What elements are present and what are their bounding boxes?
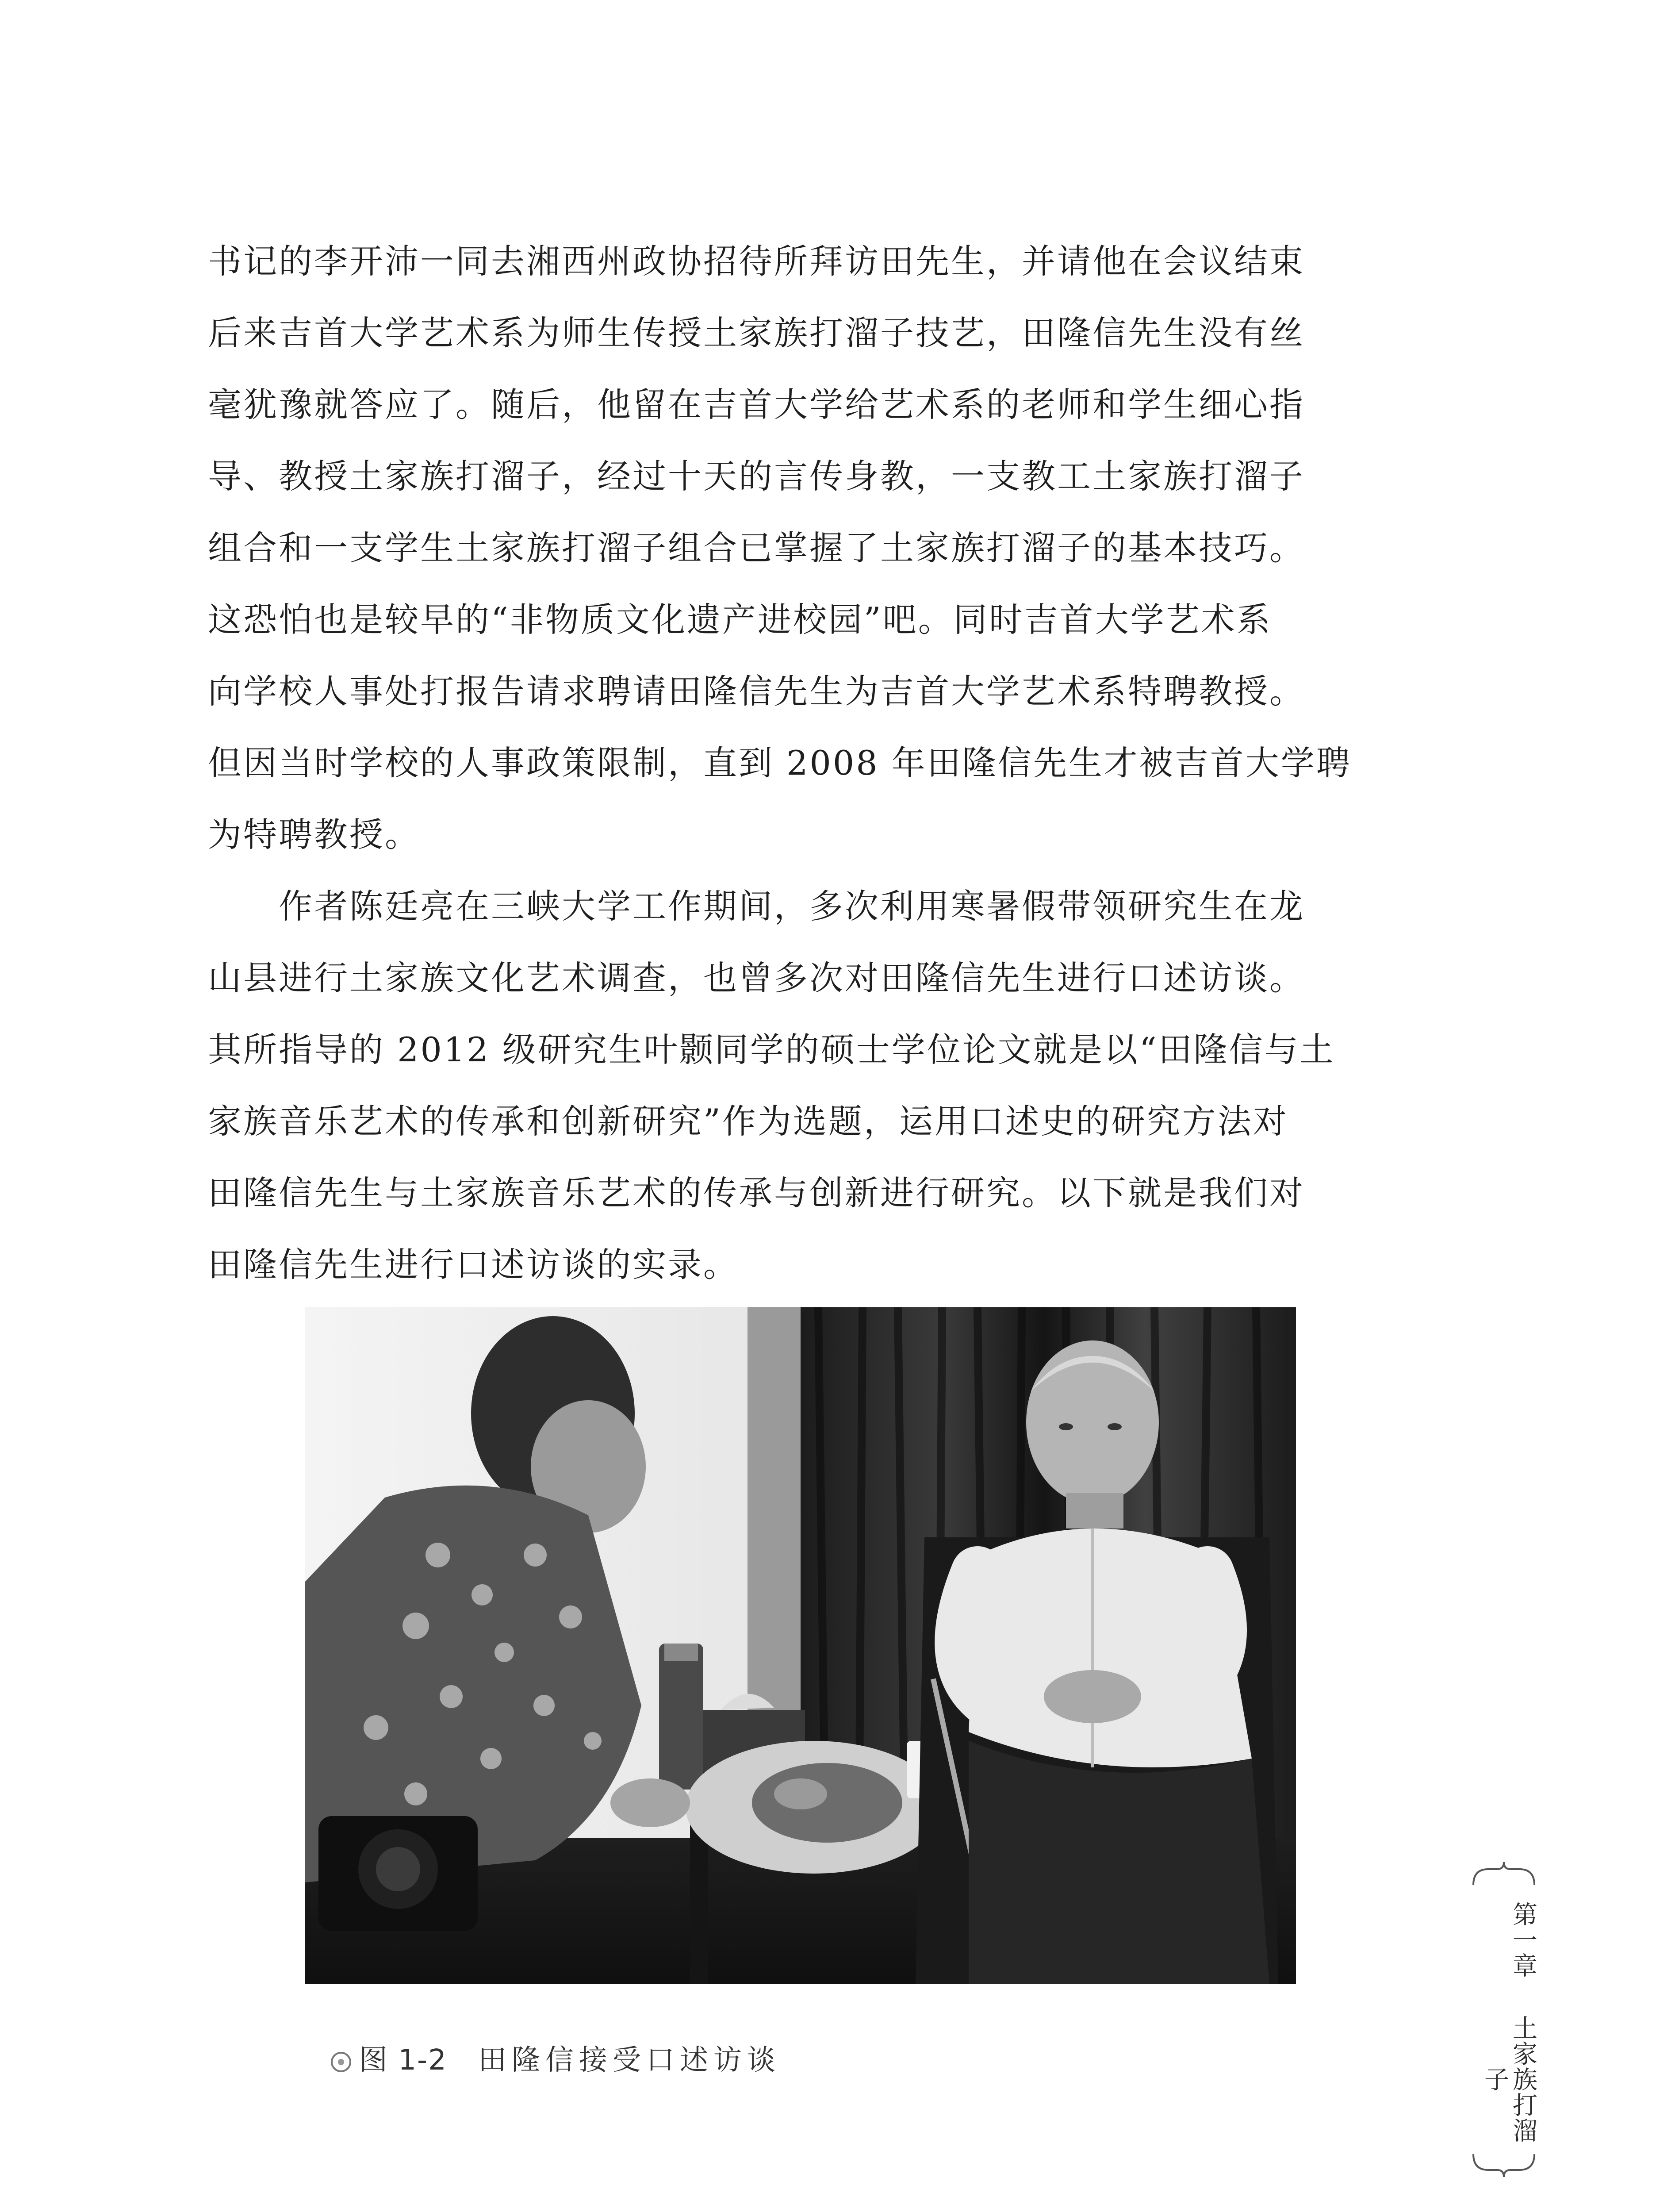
body-line: 向学校人事处打报告请求聘请田隆信先生为吉首大学艺术系特聘教授。 [208, 672, 1305, 711]
body-line: 作者陈廷亮在三峡大学工作期间，多次利用寒暑假带领研究生在龙 [208, 887, 1305, 926]
body-line: 其所指导的 2012 级研究生叶颢同学的硕士学位论文就是以“田隆信与土 [208, 1030, 1335, 1069]
body-line: 为特聘教授。 [208, 815, 420, 854]
body-line: 这恐怕也是较早的“非物质文化遗产进校园”吧。同时吉首大学艺术系 [208, 600, 1272, 639]
body-line: 毫犹豫就答应了。随后，他留在吉首大学给艺术系的老师和学生细心指 [208, 385, 1305, 424]
body-line: 但因当时学校的人事政策限制，直到 2008 年田隆信先生才被吉首大学聘 [208, 743, 1352, 783]
body-line: 后来吉首大学艺术系为师生传授土家族打溜子技艺，田隆信先生没有丝 [208, 313, 1305, 353]
interview-photo [305, 1307, 1296, 1984]
figure-title: 田隆信接受口述访谈 [478, 2044, 781, 2077]
figure-number: 图 1-2 [359, 2044, 447, 2077]
body-text [208, 226, 1402, 1301]
chapter-side-tab [1471, 1860, 1537, 2170]
chapter-label: 第一章 [1509, 1901, 1537, 1978]
body-line: 组合和一支学生土家族打溜子组合已掌握了土家族打溜子的基本技巧。 [208, 528, 1305, 568]
chapter-subject: 土家族打溜子 [1480, 2015, 1537, 2143]
caption-bullet-icon [331, 2052, 351, 2072]
body-line: 田隆信先生与土家族音乐艺术的传承与创新进行研究。以下就是我们对 [208, 1173, 1305, 1213]
body-line: 家族音乐艺术的传承和创新研究”作为选题，运用口述史的研究方法对 [208, 1102, 1288, 1141]
figure-caption [331, 2037, 781, 2078]
body-line: 山县进行土家族文化艺术调查，也曾多次对田隆信先生进行口述访谈。 [208, 958, 1305, 998]
body-line: 书记的李开沛一同去湘西州政协招待所拜访田先生，并请他在会议结束 [208, 242, 1305, 281]
bracket-top-icon [1471, 1860, 1537, 1887]
bracket-bottom-icon [1471, 2152, 1537, 2179]
body-line: 田隆信先生进行口述访谈的实录。 [208, 1245, 739, 1284]
body-line: 导、教授土家族打溜子，经过十天的言传身教，一支教工土家族打溜子 [208, 457, 1305, 496]
photo-illustration [305, 1307, 1296, 1984]
